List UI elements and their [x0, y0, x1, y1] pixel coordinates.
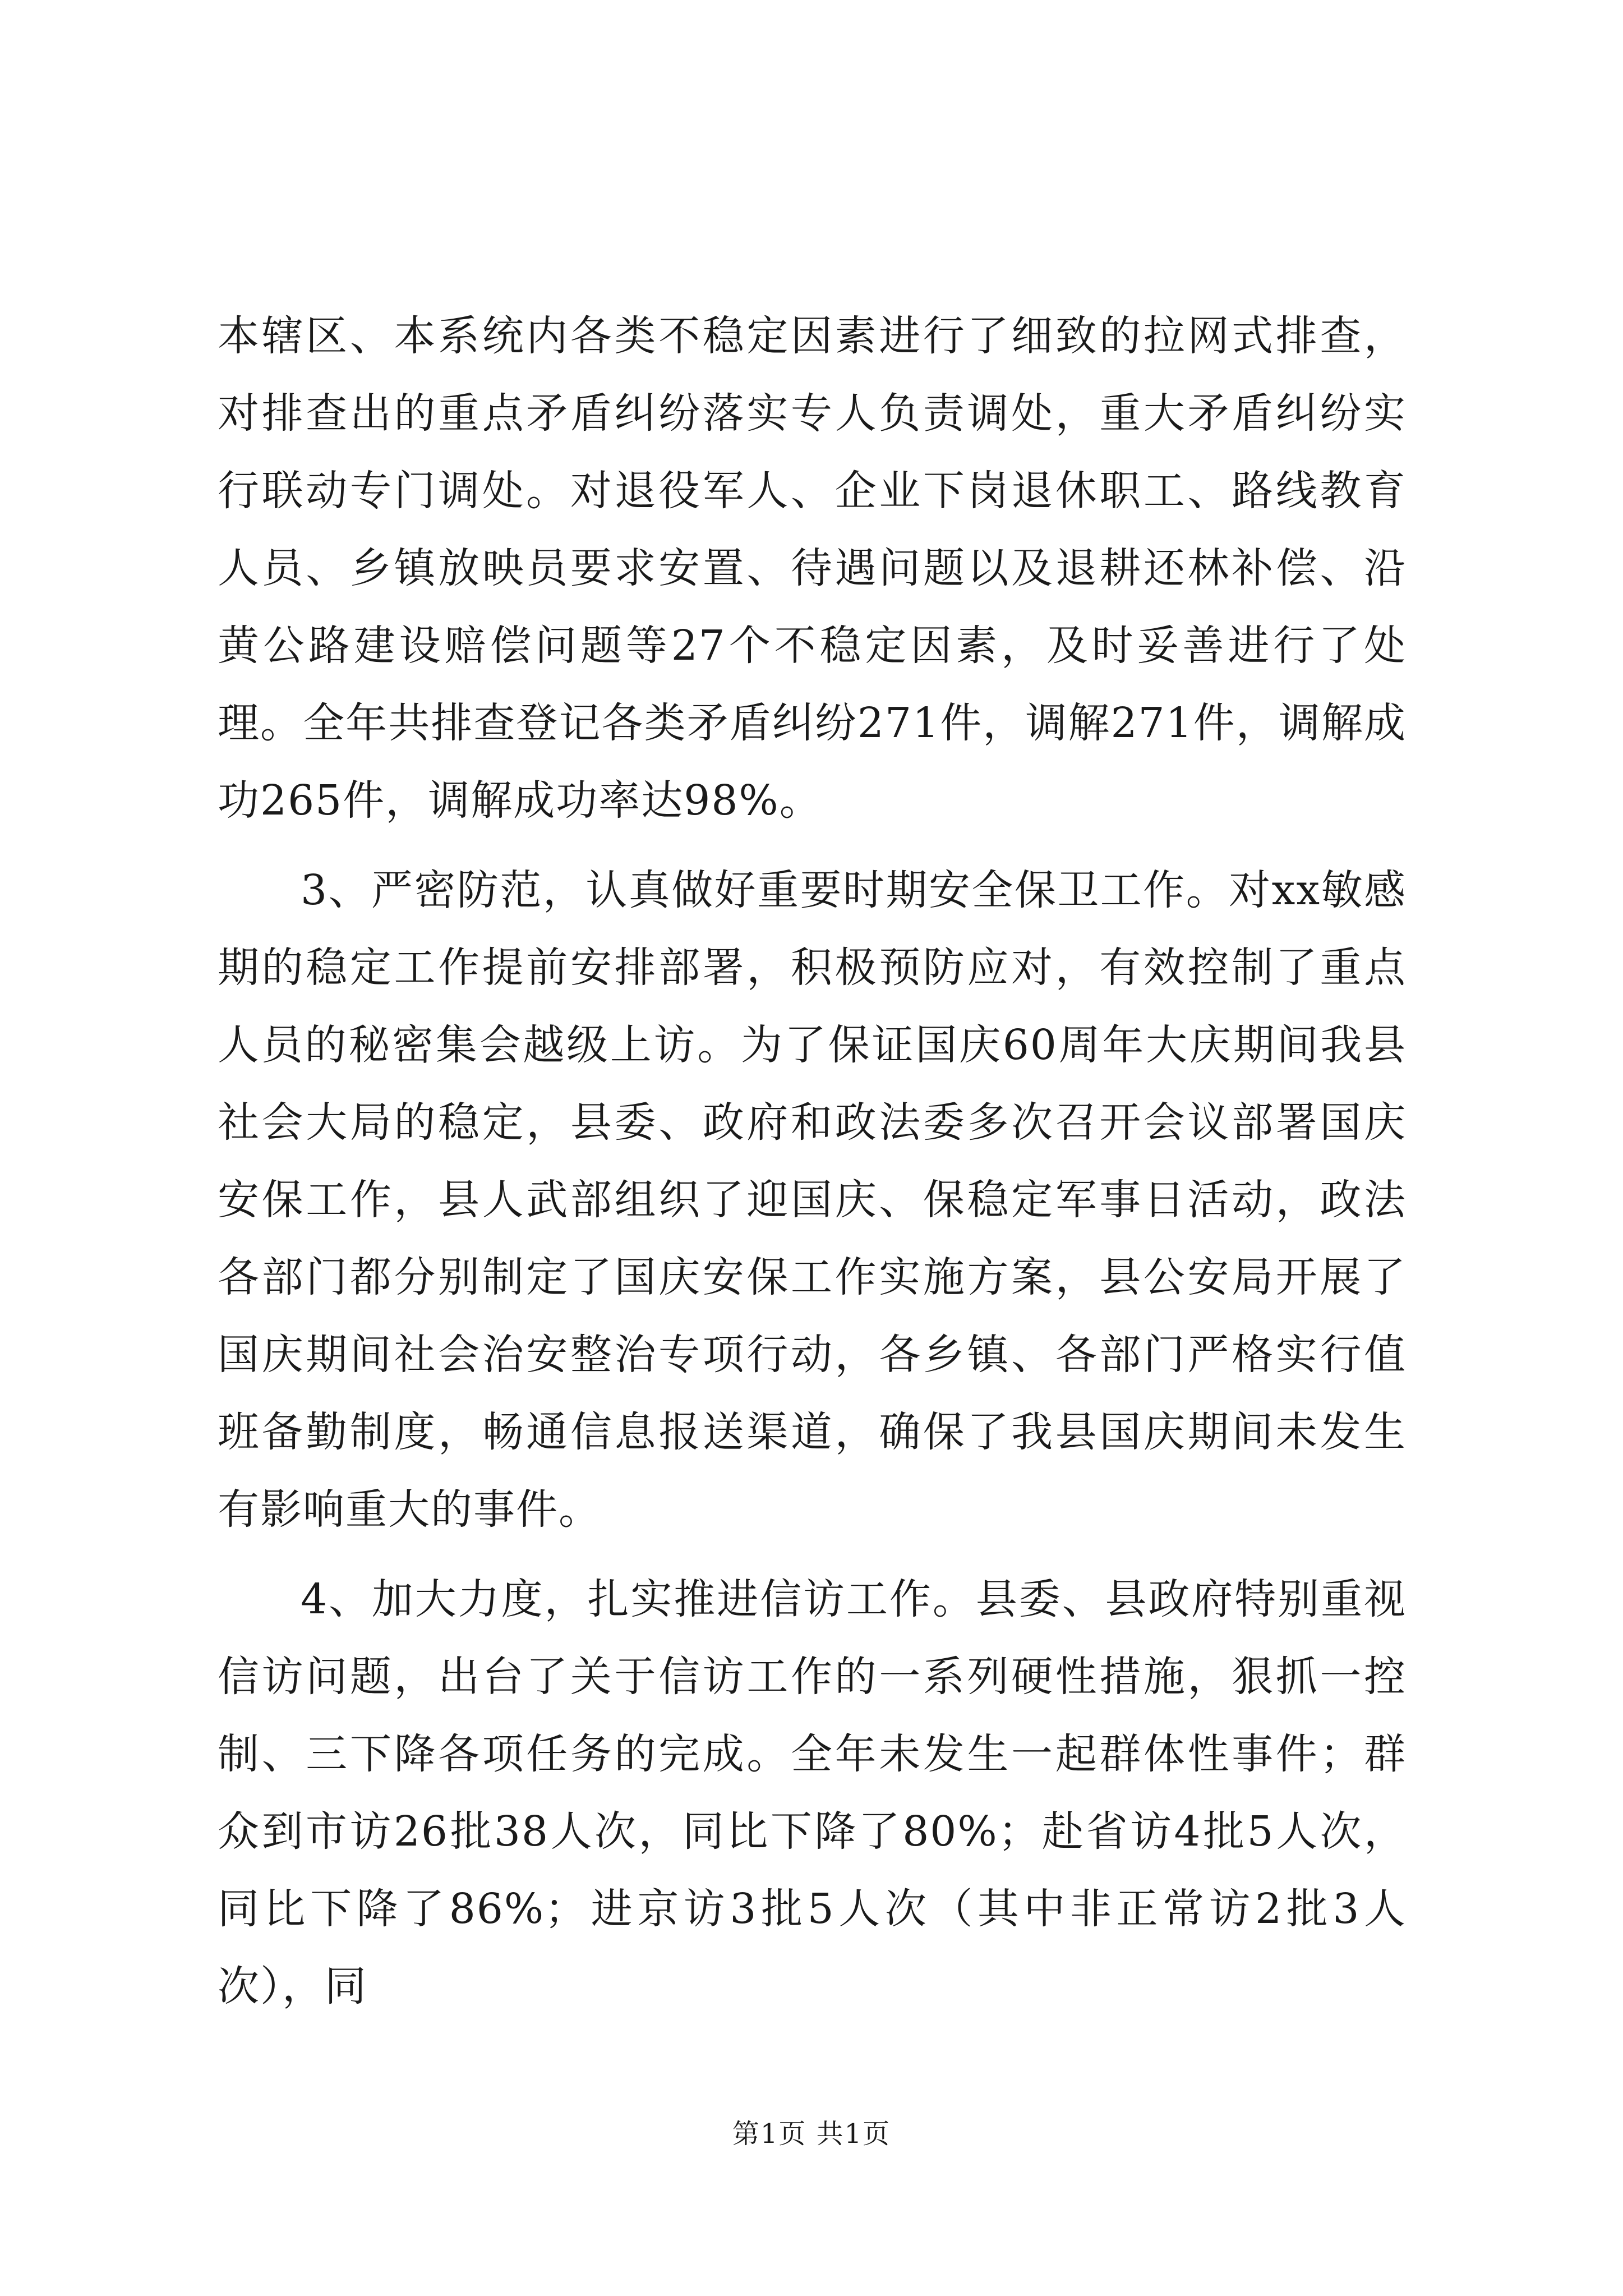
paragraph-continuation: 本辖区、本系统内各类不稳定因素进行了细致的拉网式排查，对排查出的重点矛盾纠纷落实专人负责调处，重大矛盾纠纷实行联动专门调处。对退役军人、企业下岗退休职工、路线教育人员、乡镇放映员要求安置、待遇问题以及退耕还林补偿、沿黄公路建设赔偿问题等27个不稳定因素，及时妥善进行了处理。全年共排查登记各类矛盾纠纷271件，调解271件，调解成功265件，调解成功率达98%。: [218, 312, 1407, 825]
document-body: [218, 297, 1407, 2025]
paragraph-3-security: 3、严密防范，认真做好重要时期安全保卫工作。对xx敏感期的稳定工作提前安排部署，积极预防应对，有效控制了重点人员的秘密集会越级上访。为了保证国庆60周年大庆期间我县社会大局的稳定，县委、政府和政法委多次召开会议部署国庆安保工作，县人武部组织了迎国庆、保稳定军事日活动，政法各部门都分别制定了国庆安保工作实施方案，县公安局开展了国庆期间社会治安整治专项行动，各乡镇、各部门严格实行值班备勤制度，畅通信息报送渠道，确保了我县国庆期间未发生有影响重大的事件。: [218, 866, 1407, 1534]
page-footer: 第1页 共1页: [732, 2118, 891, 2150]
paragraph-4-petition: 4、加大力度，扎实推进信访工作。县委、县政府特别重视信访问题，出台了关于信访工作的一系列硬性措施，狠抓一控制、三下降各项任务的完成。全年未发生一起群体性事件；群众到市访26批38人次，同比下降了80%；赴省访4批5人次，同比下降了86%；进京访3批5人次（其中非正常访2批3人次），同: [218, 1575, 1407, 2010]
